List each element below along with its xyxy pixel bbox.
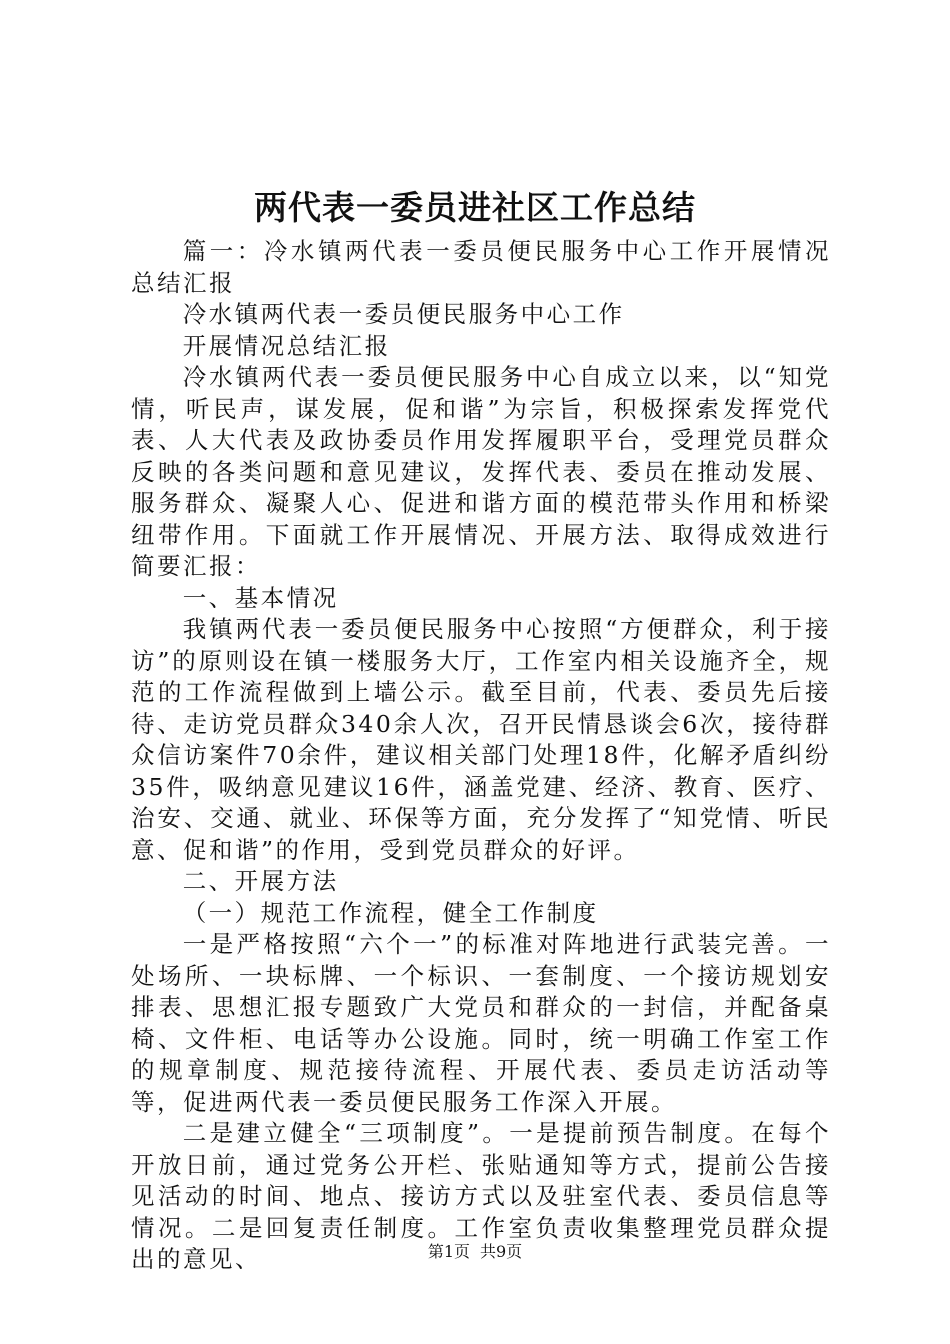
page-total: 共9页 — [480, 1242, 523, 1261]
paragraph-introduction: 冷水镇两代表一委员便民服务中心自成立以来，以“知党情，听民声，谋发展，促和谐”为宗旨，积极探索发挥党代表、人大代表及政协委员作用发挥履职平台，受理党员群众反映的各类问题和意见建议，发挥代表、委员在推动发展、服务群众、凝聚人心、促进和谐方面的模范带头作用和桥梁纽带作用。下面就工作开展情况、开展方法、取得成效进行简要汇报： — [131, 363, 831, 580]
document-body — [131, 236, 831, 1276]
paragraph-subtitle-line-1: 冷水镇两代表一委员便民服务中心工作 — [182, 300, 625, 328]
paragraph-point-one: 一是严格按照“六个一”的标准对阵地进行武装完善。一处场所、一块标牌、一个标识、一套制度、一个接访规划安排表、思想汇报专题致广大党员和群众的一封信，并配备桌椅、文件柜、电话等办公设施。同时，统一明确工作室工作的规章制度、规范接待流程、开展代表、委员走访活动等等，促进两代表一委员便民服务工作深入开展。 — [131, 930, 831, 1116]
paragraph-point-two: 二是建立健全“三项制度”。一是提前预告制度。在每个开放日前，通过党务公开栏、张贴通知等方式，提前公告接见活动的时间、地点、接访方式以及驻室代表、委员信息等情况。二是回复责任制度。工作室负责收集整理党员群众提出的意见、 — [131, 1119, 831, 1273]
page-number: 第1页 — [427, 1242, 470, 1261]
section-heading-methods: 二、开展方法 — [182, 867, 339, 895]
document-title: 两代表一委员进社区工作总结 — [254, 188, 696, 227]
paragraph-basic-situation: 我镇两代表一委员便民服务中心按照“方便群众，利于接访”的原则设在镇一楼服务大厅，工作室内相关设施齐全，规范的工作流程做到上墙公示。截至目前，代表、委员先后接待、走访党员群众340余人次，召开民情恳谈会6次，接待群众信访案件70余件，建议相关部门处理18件，化解矛盾纠纷35件，吸纳意见建议16件，涵盖党建、经济、教育、医疗、治安、交通、就业、环保等方面，充分发挥了“知党情、听民意、促和谐”的作用，受到党员群众的好评。 — [131, 615, 831, 864]
section-heading-basic-situation: 一、基本情况 — [182, 583, 339, 612]
subsection-heading-workflow: （一）规范工作流程，健全工作制度 — [182, 898, 599, 927]
paragraph-subtitle-line-2: 开展情况总结汇报 — [182, 331, 391, 360]
page-footer — [0, 1240, 950, 1264]
paragraph-chapter-heading: 篇一：冷水镇两代表一委员便民服务中心工作开展情况总结汇报 — [131, 237, 831, 297]
